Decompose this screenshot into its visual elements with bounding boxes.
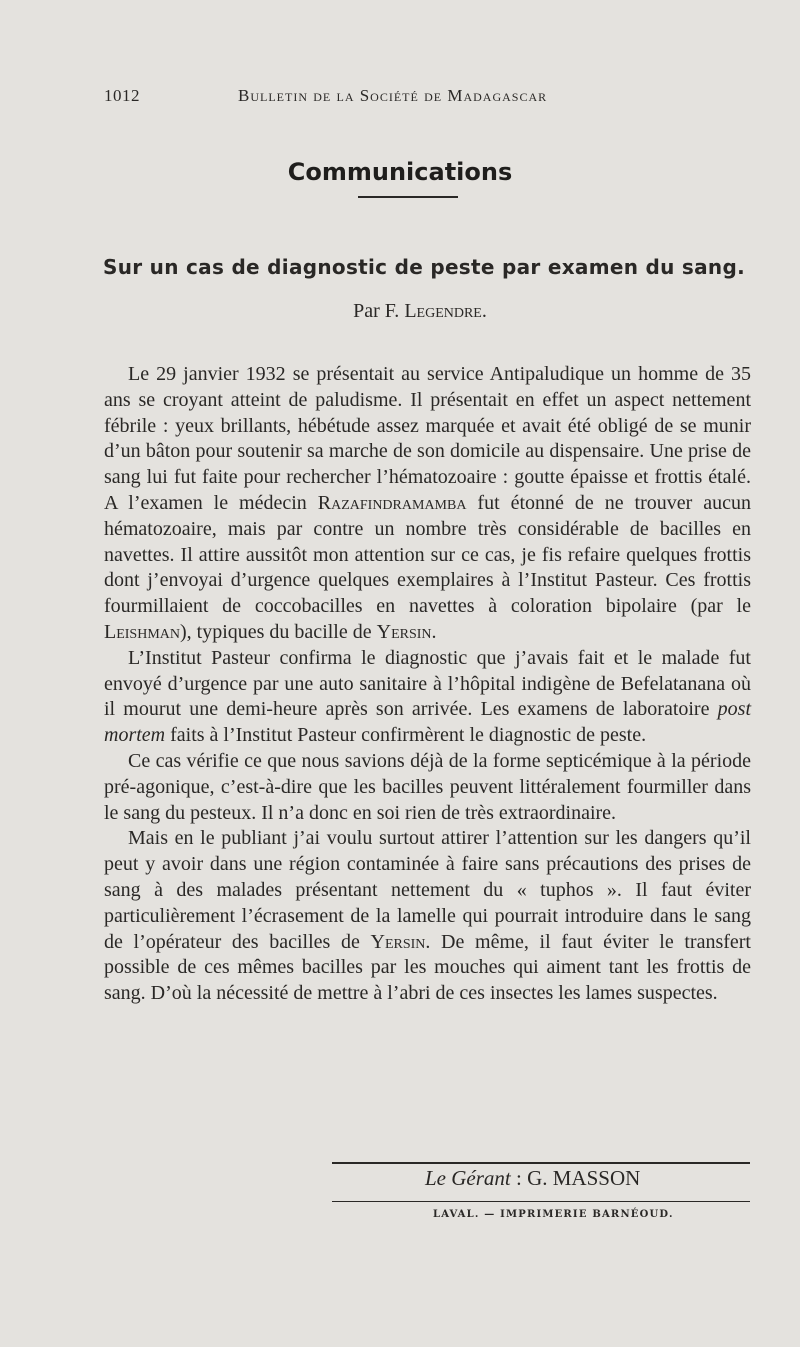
page-number: 1012 xyxy=(104,86,140,105)
paragraph-1-text-a: Le 29 janvier 1932 se présentait au service Antipaludique un homme de 35 ans se croyant atteint de paludisme. Il présentait en effet un aspect nettement fébrile : yeux brillants, hébétude assez marquée et avait été obligé de se munir d’un bâton pour soutenir sa marche de son domicile au dispensaire. Une prise de sang lui fut faite pour rechercher l’hématozoaire : goutte épaisse et frottis étalé. A l’examen le médecin xyxy=(104,363,751,514)
paragraph-1-text-d: . xyxy=(431,620,437,643)
footer-rule-top xyxy=(332,1162,750,1164)
byline-author: Legendre xyxy=(404,300,482,322)
paragraph-4-text-b: . De même, il faut éviter le transfert possible de ces mêmes bacilles par les mouches qui aiment tant les frottis de sang. D’où la nécessité de mettre à l’abri de ces insectes les lames suspectes. xyxy=(104,930,751,1005)
byline-suffix: . xyxy=(481,300,487,322)
paragraph-4 xyxy=(104,826,751,1007)
section-rule xyxy=(358,196,458,198)
bacillus-name-2: Yersin xyxy=(370,930,426,953)
gerant-signature xyxy=(425,1166,640,1191)
paragraph-1-text-c: ), typiques du bacille de xyxy=(180,620,377,643)
paragraph-1 xyxy=(104,362,751,646)
doctor-name: Razafindramamba xyxy=(317,491,467,514)
printer-imprint: LAVAL. — IMPRIMERIE BARNÉOUD. xyxy=(433,1209,674,1220)
paragraph-2-text-b: faits à l’Institut Pasteur confirmèrent le diagnostic de peste. xyxy=(165,724,647,747)
paragraph-2-text-a: L’Institut Pasteur confirma le diagnostic que j’avais fait et le malade fut envoyé d’urgence par une auto sanitaire à l’hôpital indigène de Befelatanana où il mourut une demi-heure après son arrivée. Les examens de laboratoire xyxy=(104,646,751,721)
byline-prefix: Par F. xyxy=(353,300,405,322)
running-header xyxy=(104,86,704,114)
section-title: Communications xyxy=(287,158,513,186)
byline xyxy=(0,300,800,323)
paragraph-3: Ce cas vérifie ce que nous savions déjà de la forme septicémique à la période pré-agonique, c’est-à-dire que les bacilles peuvent littéralement fourmiller dans le sang du pesteux. Il n’a donc en soi rien de très extraordinaire. xyxy=(104,749,751,824)
gerant-separator: : xyxy=(510,1166,528,1190)
paragraph-1-text-b: fut étonné de ne trouver aucun hématozoaire, mais par contre un nombre très considérable de bacilles en navettes. Il attire aussitôt mon attention sur ce cas, je fis refaire quelques frottis dont j’envoyai d’urgence quelques exemplaires à l’Institut Pasteur. Ces frottis fourmillaient de coccobacilles en navettes à coloration bipolaire (par le xyxy=(104,491,751,618)
article-body xyxy=(104,362,751,1007)
post-mortem-italic: post mortem xyxy=(104,698,751,747)
journal-title: Bulletin de la Société de Madagascar xyxy=(238,86,548,105)
paragraph-4-text-a: Mais en le publiant j’ai voulu surtout attirer l’attention sur les dangers qu’il peut y avoir dans une région contaminée à faire sans précautions des prises de sang à des malades présentant nettement du « tuphos ». Il faut éviter particulièrement l’écrasement de la lamelle qui pourrait introduire dans le sang de l’opérateur des bacilles de xyxy=(104,827,751,953)
gerant-label: Le Gérant xyxy=(425,1166,511,1190)
footer-rule-bottom xyxy=(332,1201,750,1202)
paragraph-2 xyxy=(104,646,751,749)
bacillus-name: Yersin xyxy=(376,620,432,643)
article-title: Sur un cas de diagnostic de peste par examen du sang. xyxy=(103,255,745,279)
gerant-name: G. MASSON xyxy=(527,1166,641,1190)
stain-name: Leishman xyxy=(104,620,180,643)
